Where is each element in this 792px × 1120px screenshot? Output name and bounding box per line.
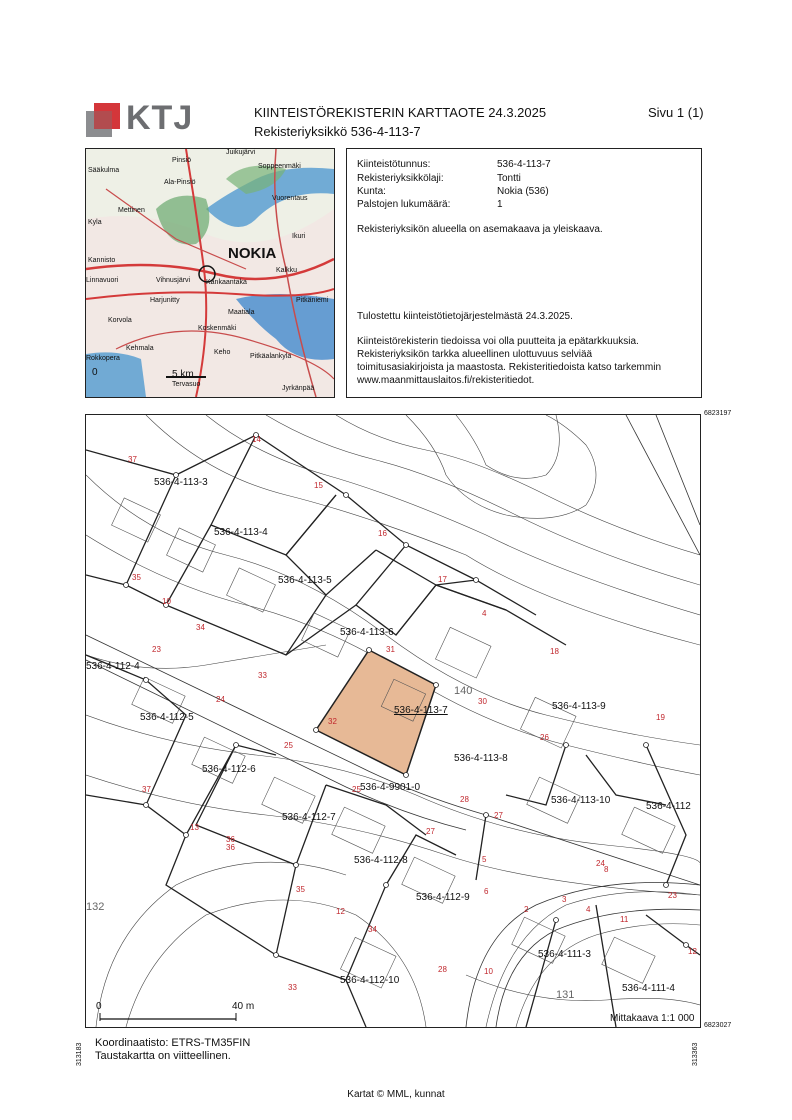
coordinate-system: Koordinaatisto: ETRS-TM35FIN — [95, 1037, 251, 1049]
parcel-label: 536-4-112 — [646, 801, 691, 812]
overview-place-label: Mettinen — [118, 207, 145, 214]
point-number: 12 — [688, 947, 697, 956]
point-number: 25 — [352, 785, 361, 794]
overview-scale-label: 5 km — [172, 369, 194, 380]
parcel-label: 536-4-113-9 — [552, 701, 606, 712]
overview-place-label: Pitkäalankyla — [250, 353, 292, 360]
disclaimer-line: toimitusasiakirjoista ja maastosta. Rekisteritiedoista katso tarkemmin — [357, 362, 661, 373]
info-value: 1 — [497, 199, 503, 210]
info-value: Tontti — [497, 173, 521, 184]
parcel-label: 536-4-112-8 — [354, 855, 408, 866]
parcel-label: 536-4-112-6 — [202, 764, 256, 775]
overview-place-label: Kalkku — [276, 267, 298, 274]
contour-value: 132 — [86, 901, 105, 913]
overview-place-label: Juikujärvi — [226, 149, 256, 156]
point-number: 4 — [482, 609, 487, 618]
point-number: 24 — [596, 859, 605, 868]
point-number: 28 — [438, 965, 447, 974]
point-number: 25 — [284, 741, 293, 750]
overview-scale-zero: 0 — [92, 367, 98, 378]
point-number: 6 — [484, 887, 489, 896]
parcel-label: 536-4-113-10 — [551, 795, 611, 806]
parcel-label: 536-4-112-7 — [282, 812, 336, 823]
parcel-label: 536-4-112-5 — [140, 712, 194, 723]
parcel-label: 536-4-113-4 — [214, 527, 268, 538]
point-number: 32 — [328, 717, 337, 726]
point-number: 27 — [494, 811, 503, 820]
point-number: 37 — [142, 785, 151, 794]
parcel-label: 536-4-113-3 — [154, 477, 208, 488]
overview-map — [85, 148, 335, 398]
point-number: 34 — [196, 623, 205, 632]
point-number: 31 — [386, 645, 395, 654]
info-key: Kunta: — [357, 186, 386, 197]
overview-place-label: Keho — [214, 349, 231, 356]
map-scale-ratio: Mittakaava 1:1 000 — [610, 1013, 695, 1024]
point-number: 27 — [426, 827, 435, 836]
overview-place-label: Sääkulma — [88, 167, 120, 174]
plan-note: Rekisteriyksikön alueella on asemakaava ja yleiskaava. — [357, 224, 603, 235]
point-number: 2 — [524, 905, 529, 914]
point-number: 28 — [460, 795, 469, 804]
coord-top-right: 6823197 — [704, 410, 732, 417]
overview-place-label: Kankaantaka — [206, 279, 247, 286]
overview-place-label: Korvola — [108, 317, 132, 324]
info-key: Rekisteriyksikkölaji: — [357, 173, 444, 184]
contour-value: 140 — [454, 685, 473, 697]
point-number: 10 — [162, 597, 171, 606]
info-key: Kiinteistötunnus: — [357, 159, 431, 170]
overview-place-label: Kyla — [88, 219, 102, 226]
point-number: 26 — [540, 733, 549, 742]
disclaimer-line: Kiinteistörekisterin tiedoissa voi olla puutteita ja epätarkkuuksia. — [357, 336, 639, 347]
point-number: 12 — [336, 907, 345, 916]
parcel-label: 536-4-112-9 — [416, 892, 470, 903]
point-number: 33 — [288, 983, 297, 992]
info-row — [357, 173, 521, 185]
overview-place-label: Jyrkänpää — [282, 385, 315, 392]
overview-place-label: Soppeenmäki — [258, 163, 301, 170]
parcel-label: 536-4-112-4 — [86, 661, 140, 672]
overview-place-label: Kehmala — [126, 345, 154, 352]
cadastral-map — [85, 414, 701, 1028]
overview-place-label: Tervasuo — [172, 381, 201, 388]
info-value: 536-4-113-7 — [497, 159, 551, 170]
info-value: Nokia (536) — [497, 186, 549, 197]
point-number: 24 — [216, 695, 225, 704]
page-number: Sivu 1 (1) — [648, 105, 704, 120]
info-row — [357, 199, 503, 211]
overview-city-label: NOKIA — [228, 245, 277, 262]
point-number: 33 — [258, 671, 267, 680]
map-credit: Kartat © MML, kunnat — [347, 1089, 445, 1100]
overview-place-label: Ala-Pinsiö — [164, 179, 196, 186]
point-number: 37 — [128, 455, 137, 464]
ktj-logo-icon — [86, 103, 120, 137]
overview-place-label: Vuorentaus — [272, 195, 308, 202]
overview-place-label: Koskenmäki — [198, 325, 237, 332]
disclaimer-line: Rekisteriyksikön tarkka alueellinen ulottuvuus selviää — [357, 349, 593, 360]
point-number: 4 — [586, 905, 591, 914]
overview-place-label: Pitkäniemi — [296, 297, 329, 304]
point-number: 18 — [550, 647, 559, 656]
parcel-label: 536-4-9901-0 — [360, 782, 421, 793]
map-scale-zero: 0 — [96, 1001, 102, 1012]
point-number: 5 — [482, 855, 487, 864]
point-number: 34 — [368, 925, 377, 934]
coord-right: 313363 — [692, 1042, 699, 1066]
info-row — [357, 186, 549, 198]
parcel-label: 536-4-113-6 — [340, 627, 394, 638]
contour-value: 131 — [556, 989, 575, 1001]
overview-place-label: Harjunitty — [150, 297, 180, 304]
overview-place-label: Pinsiö — [172, 157, 192, 164]
printed-note: Tulostettu kiinteistötietojärjestelmästä 24.3.2025. — [357, 311, 573, 322]
overview-place-label: Maatiala — [228, 309, 255, 316]
map-scale-label: 40 m — [232, 1001, 255, 1012]
parcel-label: 536-4-113-5 — [278, 575, 332, 586]
parcel-label: 536-4-111-4 — [622, 983, 675, 994]
point-number: 36 — [226, 843, 235, 852]
point-number: 17 — [438, 575, 447, 584]
point-number: 13 — [190, 823, 199, 832]
parcel-label: 536-4-113-8 — [454, 753, 508, 764]
point-number: 35 — [296, 885, 305, 894]
point-number: 30 — [478, 697, 487, 706]
point-number: 19 — [656, 713, 665, 722]
point-number: 16 — [378, 529, 387, 538]
disclaimer-link[interactable]: www.maanmittauslaitos.fi/rekisteritiedot. — [357, 375, 535, 386]
point-number: 10 — [484, 967, 493, 976]
background-note: Taustakartta on viitteellinen. — [95, 1050, 231, 1062]
overview-place-label: Kannisto — [88, 257, 116, 264]
info-box — [346, 148, 702, 398]
parcel-label: 536-4-112-10 — [340, 975, 400, 986]
ktj-logo-text: KTJ — [126, 99, 194, 137]
point-number: 11 — [620, 915, 629, 924]
point-number: 23 — [668, 891, 677, 900]
overview-place-label: Rokkopera — [86, 355, 120, 362]
parcel-label: 536-4-111-3 — [538, 949, 591, 960]
overview-place-label: Ikuri — [292, 233, 306, 240]
document-title: KIINTEISTÖREKISTERIN KARTTAOTE 24.3.2025 — [254, 105, 547, 120]
coord-left: 313183 — [76, 1042, 83, 1066]
info-row — [357, 159, 551, 171]
coord-bottom-right: 6823027 — [704, 1022, 732, 1029]
overview-place-label: Vihnusjärvi — [156, 277, 191, 284]
point-number: 15 — [314, 481, 323, 490]
point-number: 3 — [562, 895, 567, 904]
point-number: 8 — [604, 865, 609, 874]
point-number: 14 — [252, 435, 261, 444]
info-key: Palstojen lukumäärä: — [357, 199, 451, 210]
document-subtitle: Rekisteriyksikkö 536-4-113-7 — [254, 124, 421, 139]
overview-place-label: Linnavuori — [86, 277, 119, 284]
point-number: 23 — [152, 645, 161, 654]
highlighted-parcel-label[interactable]: 536-4-113-7 — [394, 705, 448, 716]
point-number: 35 — [132, 573, 141, 582]
point-number: 36 — [226, 835, 235, 844]
